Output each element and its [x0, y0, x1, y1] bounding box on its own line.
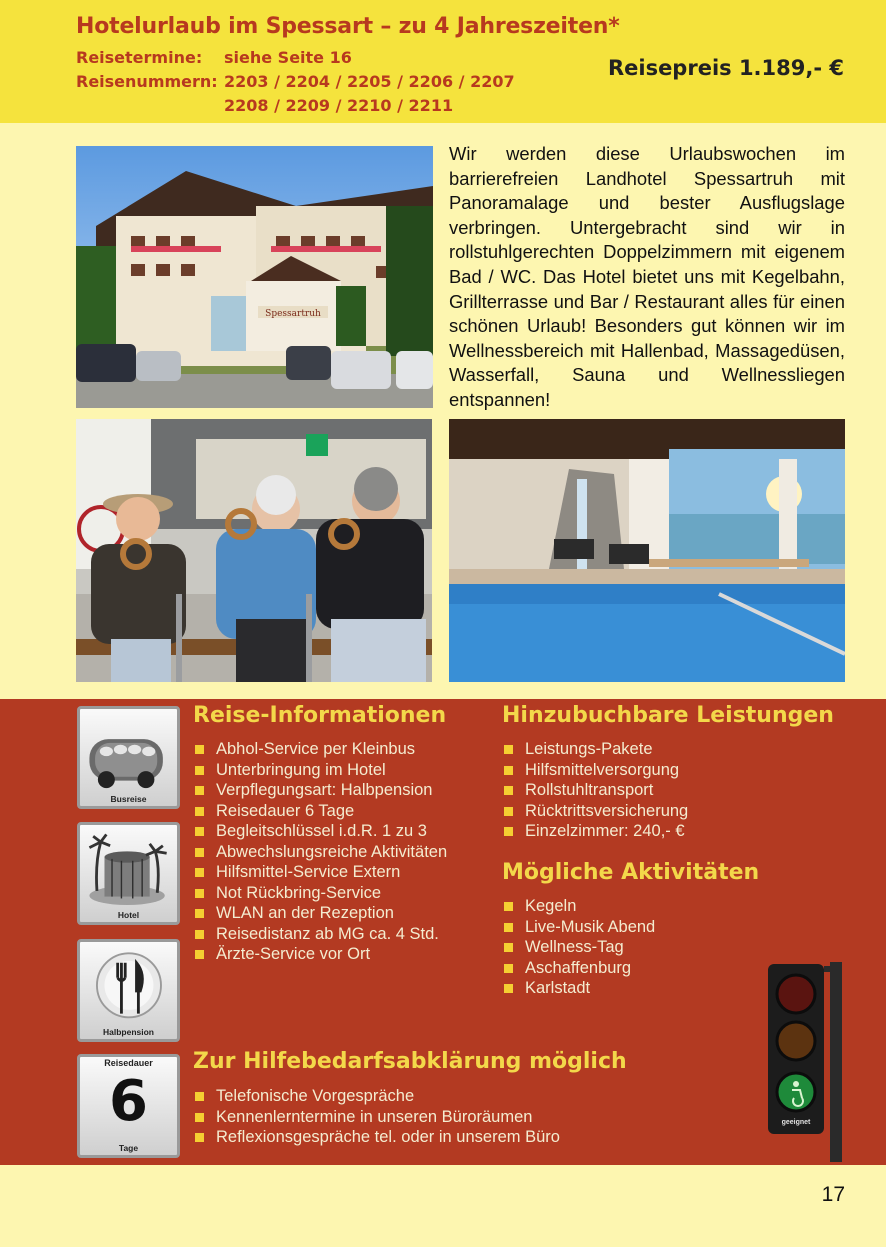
list-item: Einzelzimmer: 240,- €: [502, 821, 688, 842]
reisenummern-row: [76, 72, 515, 91]
hinzu-heading: Hinzubuchbare Leistungen: [502, 703, 834, 728]
list-item: Hilfsmittelversorgung: [502, 760, 688, 781]
reise-info-list: [193, 739, 447, 965]
price-label: Reisepreis 1.189,- €: [607, 56, 844, 80]
intro-text: Wir werden diese Urlaubswochen im barrierefreien Landhotel Spessartruh mit Panoramalage und bester Ausflugslage verbringen. Untergebracht sind wir in rollstuhlgerechten Doppelzimmern mit eigenem Bad / WC. Das Hotel bietet uns mit Kegelbahn, Grillterrasse und Bar / Restaurant alles für einen schönen Urlaub! Besonders gut können wir im Wellnessbereich mit Hallenbad, Massagedüsen, Wasserfall, Sauna und Wellnessliegen entspannen!: [449, 143, 845, 410]
list-item: Wellness-Tag: [502, 937, 655, 958]
guests-photo: [76, 419, 432, 682]
list-item: Unterbringung im Hotel: [193, 760, 447, 781]
reisenummern-line2: 2208 / 2209 / 2210 / 2211: [224, 96, 454, 115]
reisetermine-row: [76, 48, 352, 67]
list-item: Kennenlerntermine in unseren Büroräumen: [193, 1107, 560, 1128]
hotel-sign-text: Spessartruh: [265, 309, 321, 319]
days-bottom-caption: Tage: [118, 1143, 139, 1153]
traffic-light: [768, 962, 846, 1162]
list-item: Rollstuhltransport: [502, 780, 688, 801]
list-item: Karlstadt: [502, 978, 655, 999]
list-item: Leistungs-Pakete: [502, 739, 688, 760]
hilfebedarf-list: [193, 1086, 560, 1148]
list-item: Reisedauer 6 Tage: [193, 801, 447, 822]
meal-tile: [77, 939, 180, 1042]
list-item: Live-Musik Abend: [502, 917, 655, 938]
reisenummern-row-2: [76, 96, 453, 115]
page-number: 17: [821, 1183, 845, 1206]
page-title: Hotelurlaub im Spessart – zu 4 Jahreszeiten*: [76, 14, 620, 39]
hotel-tile: [77, 822, 180, 925]
list-item: Abwechslungsreiche Aktivitäten: [193, 842, 447, 863]
reisetermine-value: siehe Seite 16: [224, 48, 352, 67]
header-band: [0, 0, 886, 123]
pool-photo: [449, 419, 845, 682]
list-item: Hilfsmittel-Service Extern: [193, 862, 447, 883]
list-item: Aschaffenburg: [502, 958, 655, 979]
hotel-icon: [80, 825, 177, 922]
list-item: Telefonische Vorgespräche: [193, 1086, 560, 1107]
list-item: Rücktrittsversicherung: [502, 801, 688, 822]
traffic-light-caption: geeignet: [781, 1119, 811, 1126]
list-item: Kegeln: [502, 896, 655, 917]
list-item: Not Rückbring-Service: [193, 883, 447, 904]
list-item: Reisedistanz ab MG ca. 4 Std.: [193, 924, 447, 945]
hotel-caption: Hotel: [117, 910, 140, 920]
aktivitaeten-list: [502, 896, 655, 999]
hilfebedarf-heading: Zur Hilfebedarfsabklärung möglich: [193, 1049, 627, 1074]
hotel-photo: [76, 146, 433, 408]
bus-icon: [80, 709, 177, 806]
list-item: Abhol-Service per Kleinbus: [193, 739, 447, 760]
traffic-light-icon: [768, 962, 846, 1162]
reisenummern-label: Reisenummern:: [76, 72, 218, 91]
list-item: WLAN an der Rezeption: [193, 903, 447, 924]
reisenummern-line1: 2203 / 2204 / 2205 / 2206 / 2207: [224, 72, 515, 91]
list-item: Verpflegungsart: Halbpension: [193, 780, 447, 801]
days-tile: [77, 1054, 180, 1158]
days-number: 6: [109, 1069, 148, 1134]
reise-info-heading: Reise-Informationen: [193, 703, 447, 728]
bus-caption: Busreise: [110, 794, 147, 804]
list-item: Reflexionsgespräche tel. oder in unserem Büro: [193, 1127, 560, 1148]
fork-knife-icon: [80, 942, 177, 1039]
list-item: Ärzte-Service vor Ort: [193, 944, 447, 965]
bus-tile: [77, 706, 180, 809]
list-item: Begleitschlüssel i.d.R. 1 zu 3: [193, 821, 447, 842]
meal-caption: Halbpension: [102, 1027, 154, 1037]
days-top-caption: Reisedauer: [104, 1058, 153, 1068]
hinzu-list: [502, 739, 688, 842]
reisetermine-label: Reisetermine:: [76, 48, 203, 67]
aktivitaeten-heading: Mögliche Aktivitäten: [502, 860, 760, 885]
